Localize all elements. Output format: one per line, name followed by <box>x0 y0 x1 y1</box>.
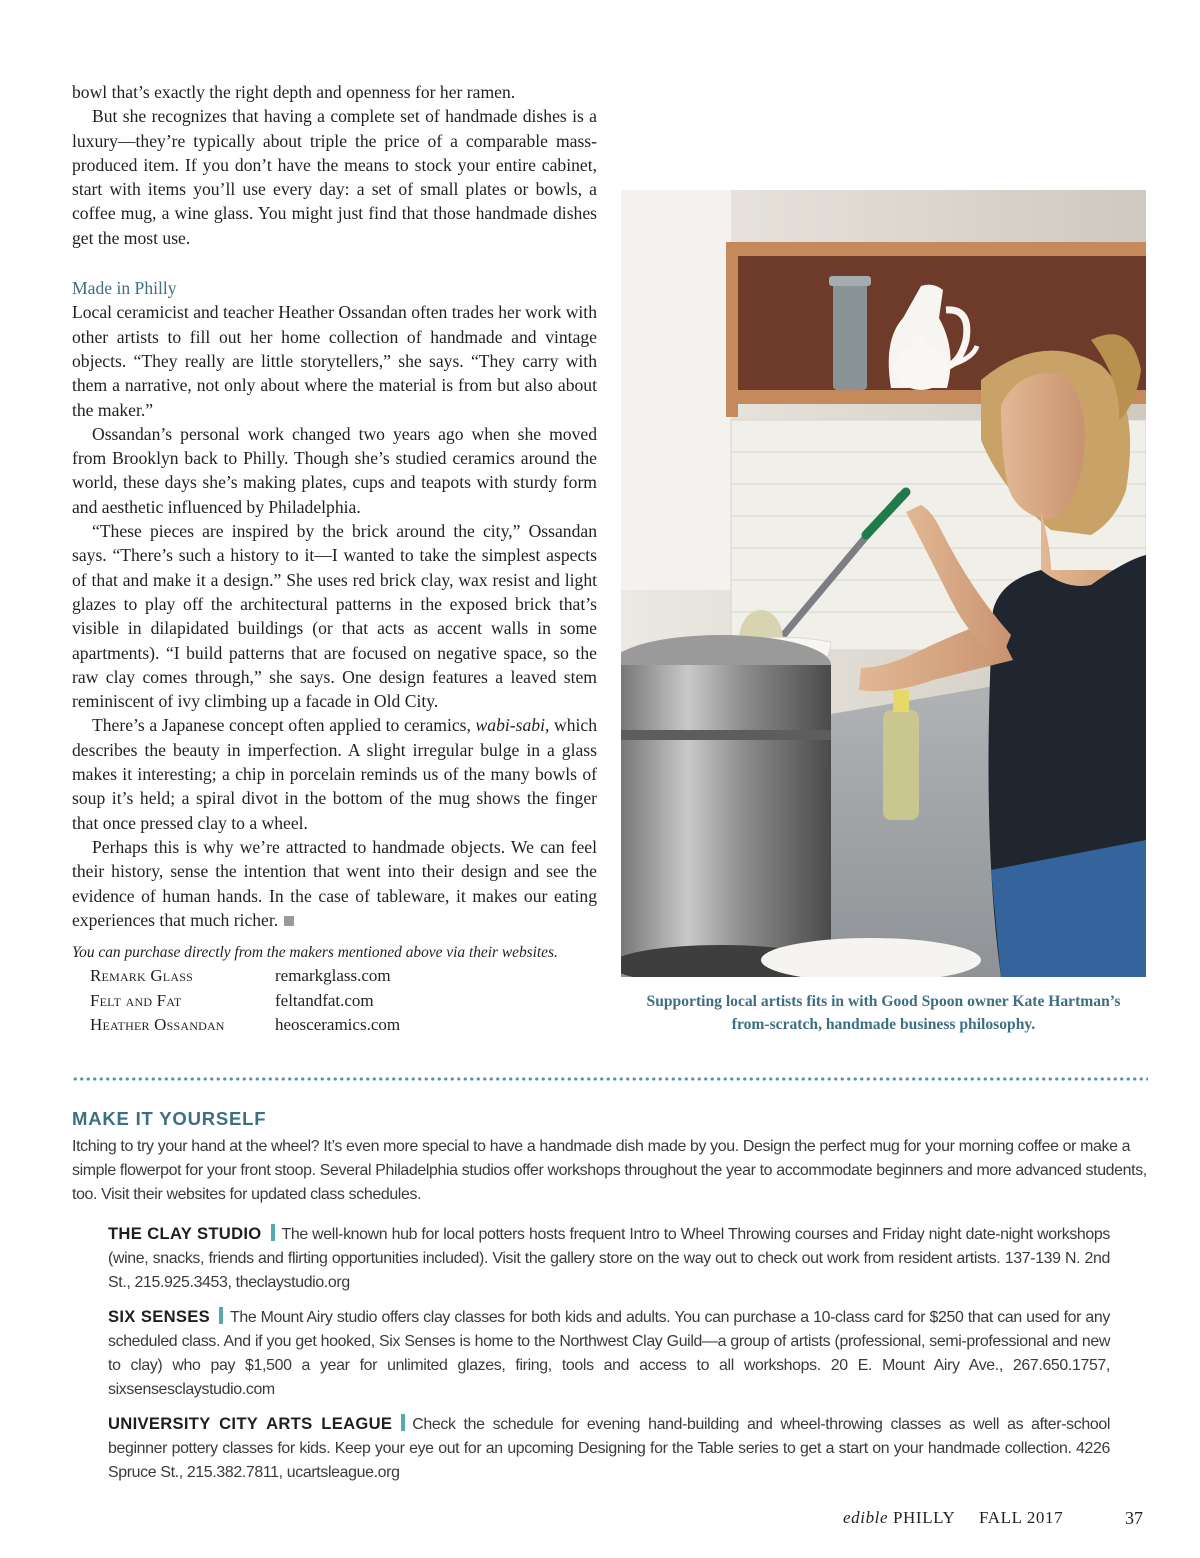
kitchen-photo-illustration <box>621 190 1146 977</box>
studio-entry <box>108 1305 1110 1402</box>
studio-name: SIX SENSES <box>108 1307 210 1326</box>
separator-bar <box>271 1224 275 1241</box>
maker-row <box>90 964 597 989</box>
article-paragraph: “These pieces are inspired by the brick around the city,” Ossandan says. “There’s such a history to it—I wanted to take the simplest aspects of that and make it a design.” She uses red brick clay, wax resist and light glazes to play off the architectural patterns in the exposed brick that’s visible in dilapidated buildings (or that acts as accent walls in some apartments). “I build patterns that are focused on negative space, so the raw clay comes through,” she says. One design features a leaved stem reminiscent of ivy climbing up a facade in Old City. <box>72 521 597 712</box>
article-column <box>72 80 597 932</box>
section-heading: MAKE IT YOURSELF <box>72 1108 267 1129</box>
studio-entry <box>108 1412 1110 1485</box>
purchase-info <box>72 942 597 1038</box>
studio-description: The well-known hub for local potters hosts frequent Intro to Wheel Throwing courses and Friday night date-night workshops (wine, snacks, friends and flirting opportunities included). Visit the gallery store on the way out to check out work from resident artists. 137-139 N. 2nd St., 215.925.3453, theclaystudio.org <box>108 1226 1110 1291</box>
separator-bar <box>219 1307 223 1324</box>
issue-label: FALL 2017 <box>978 1508 1064 1527</box>
magazine-brand: PHILLY <box>893 1508 955 1527</box>
studio-name: UNIVERSITY CITY ARTS LEAGUE <box>108 1414 393 1433</box>
studio-description: The Mount Airy studio offers clay classes for both kids and adults. You can purchase a 10-class card for $250 that can used for any scheduled class. And if you get hooked, Six Senses is home to the Northwest Clay Guild—a group of artists (professional, semi-professional and new to clay) who pay $1,500 a year for unlimited glazes, firing, tools and access to all workshops. 20 E. Mount Airy Ave., 267.650.1757, sixsensesclaystudio.com <box>108 1309 1110 1398</box>
text-run: Perhaps this is why we’re attracted to handmade objects. We can feel their history, sense the intention that went into their design and see the evidence of human hands. In the case of tableware, it makes our eating experiences that much richer. <box>72 836 597 930</box>
end-mark-icon <box>284 916 294 926</box>
emphasis-term: wabi-sabi <box>475 715 545 736</box>
article-paragraph <box>72 835 597 932</box>
dotted-divider <box>72 1077 1148 1081</box>
text-run: There’s a Japanese concept often applied to ceramics, <box>92 715 476 736</box>
studio-list <box>108 1222 1110 1495</box>
maker-name: Heather Ossandan <box>90 1015 225 1034</box>
maker-row <box>90 989 597 1014</box>
maker-website: heosceramics.com <box>275 1015 401 1034</box>
article-paragraph <box>72 713 597 834</box>
maker-name: Felt and Fat <box>90 990 182 1010</box>
caption-line: Supporting local artists fits in with Good Spoon owner Kate Hartman’s <box>646 993 1121 1010</box>
text-run: , which describes the beauty in imperfection. A slight irregular bulge in a glass makes it interesting; a chip in porcelain reminds us of the many bowls of soup it’s held; a spiral divot in the bottom of the mug shows the finger that once pressed clay to a wheel. <box>72 715 597 833</box>
separator-bar <box>401 1414 405 1431</box>
magazine-brand-italic: edible <box>843 1508 889 1527</box>
studio-name: THE CLAY STUDIO <box>108 1224 262 1243</box>
maker-website: remarkglass.com <box>275 966 391 985</box>
article-paragraph: But she recognizes that having a complete set of handmade dishes is a luxury—they’re typically about triple the price of a comparable mass-produced item. If you don’t have the means to stock your entire cabinet, start with items you’ll use every day: a set of small plates or bowls, a coffee mug, a wine glass. You might just find that those handmade dishes get the most use. <box>72 106 597 248</box>
maker-website: feltandfat.com <box>275 990 374 1010</box>
maker-row <box>90 1013 597 1038</box>
article-paragraph: Local ceramicist and teacher Heather Ossandan often trades her work with other artists to fill out her home collection of handmade and vintage objects. “They really are little storytellers,” she says. “They carry with them a narrative, not only about where the material is from but also about the maker.” <box>72 302 597 420</box>
kitchen-photo <box>621 190 1146 977</box>
page-folio <box>843 1508 1063 1528</box>
section-intro: Itching to try your hand at the wheel? It’s even more special to have a handmade dish made by you. Design the perfect mug for your morning coffee or make a simple flowerpot for your front stoop. Several Philadelphia studios offer workshops throughout the year to accommodate beginners and more advanced students, too. Visit their websites for updated class schedules. <box>72 1138 1147 1203</box>
section-subhead: Made in Philly <box>72 278 177 299</box>
caption-line: from-scratch, handmade business philosophy. <box>731 1016 1036 1033</box>
studio-entry <box>108 1222 1110 1295</box>
purchase-note: You can purchase directly from the makers mentioned above via their websites. <box>72 944 558 961</box>
studio-description: Check the schedule for evening hand-building and wheel-throwing classes as well as after-school beginner pottery classes for kids. Keep your eye out for an upcoming Designing for the Table series to get a start on your handmade collection. 4226 Spruce St., 215.382.7811, ucartsleague.org <box>108 1416 1110 1481</box>
article-paragraph: bowl that’s exactly the right depth and openness for her ramen. <box>72 82 516 102</box>
page-number: 37 <box>1125 1508 1143 1528</box>
photo-caption <box>621 990 1146 1036</box>
stock-pot <box>621 635 831 977</box>
article-paragraph: Ossandan’s personal work changed two years ago when she moved from Brooklyn back to Philly. Though she’s studied ceramics around the world, these days she’s making plates, cups and teapots with sturdy form and aesthetic influenced by Philadelphia. <box>72 423 597 517</box>
maker-name: Remark Glass <box>90 966 193 985</box>
